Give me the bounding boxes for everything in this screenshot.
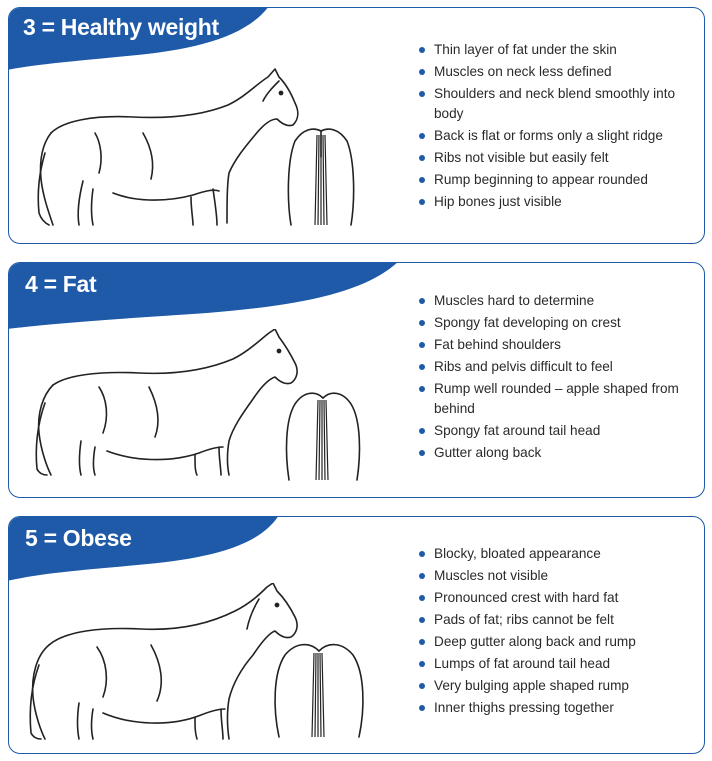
list-item: Muscles on neck less defined: [417, 62, 697, 82]
list-item: Deep gutter along back and rump: [417, 632, 697, 652]
list-item: Lumps of fat around tail head: [417, 654, 697, 674]
card-title: 4 = Fat: [25, 271, 97, 297]
bullet-list: [417, 40, 697, 214]
list-item: Spongy fat around tail head: [417, 421, 697, 441]
horse-rear-illustration: [281, 121, 365, 231]
list-item: Blocky, bloated appearance: [417, 544, 697, 564]
condition-card-obese: [8, 516, 705, 754]
horse-side-illustration: [23, 329, 313, 479]
horse-side-illustration: [23, 583, 313, 743]
bullet-list: [417, 291, 697, 465]
list-item: Very bulging apple shaped rump: [417, 676, 697, 696]
list-item: Thin layer of fat under the skin: [417, 40, 697, 60]
horse-side-illustration: [23, 63, 313, 228]
card-title: 3 = Healthy weight: [23, 14, 219, 40]
horse-rear-illustration: [281, 384, 367, 484]
condition-card-healthy: [8, 7, 705, 244]
list-item: Inner thighs pressing together: [417, 698, 697, 718]
list-item: Rump well rounded – apple shaped from behind: [417, 379, 697, 419]
list-item: Muscles hard to determine: [417, 291, 697, 311]
list-item: Fat behind shoulders: [417, 335, 697, 355]
list-item: Hip bones just visible: [417, 192, 697, 212]
list-item: Back is flat or forms only a slight ridge: [417, 126, 697, 146]
list-item: Rump beginning to appear rounded: [417, 170, 697, 190]
horse-rear-illustration: [271, 637, 367, 741]
condition-card-fat: [8, 262, 705, 498]
list-item: Pronounced crest with hard fat: [417, 588, 697, 608]
list-item: Ribs and pelvis difficult to feel: [417, 357, 697, 377]
list-item: Pads of fat; ribs cannot be felt: [417, 610, 697, 630]
list-item: Gutter along back: [417, 443, 697, 463]
card-title: 5 = Obese: [25, 525, 132, 551]
list-item: Shoulders and neck blend smoothly into body: [417, 84, 697, 124]
list-item: Spongy fat developing on crest: [417, 313, 697, 333]
bullet-list: [417, 544, 697, 720]
list-item: Ribs not visible but easily felt: [417, 148, 697, 168]
list-item: Muscles not visible: [417, 566, 697, 586]
